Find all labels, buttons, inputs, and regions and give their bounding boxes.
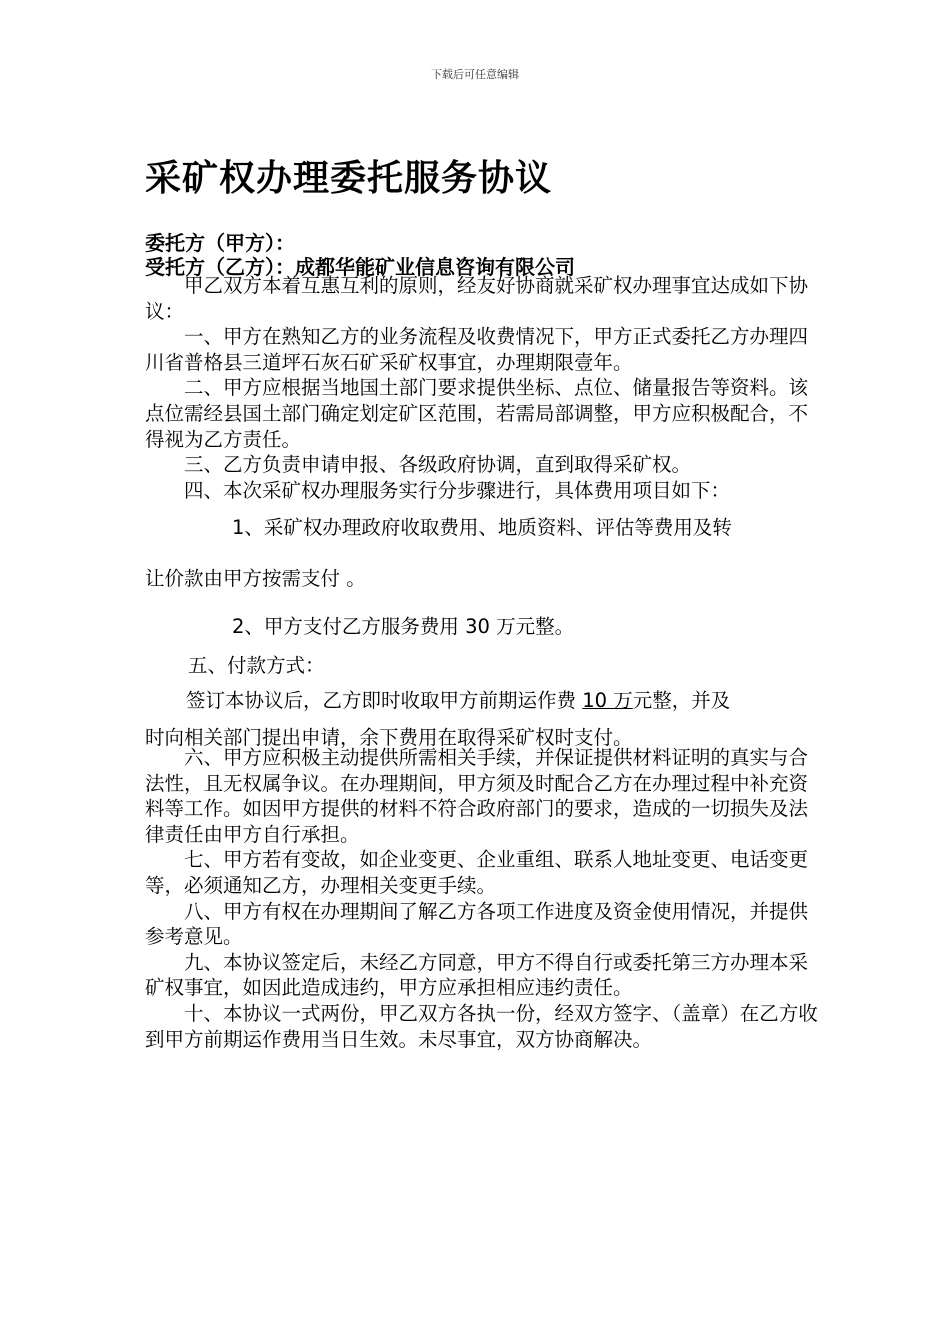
- party-b-line: 受托方（乙方）：成都华能矿业信息咨询有限公司: [145, 255, 575, 279]
- payment-line-1: [186, 685, 730, 713]
- fee-item-1-continued: 让价款由甲方按需支付 。: [145, 567, 366, 590]
- clauses-block-1: [145, 273, 825, 503]
- clause-10: 十、本协议一式两份，甲乙双方各执一份，经双方签字、（盖章）在乙方收到甲方前期运作费用当日生效。未尽事宜，双方协商解决。: [145, 1001, 818, 1051]
- payment-heading: 五、付款方式：: [188, 654, 325, 677]
- clause-2: 二、甲方应根据当地国土部门要求提供坐标、点位、储量报告等资料。该点位需经县国土部门确定划定矿区范围，若需局部调整，甲方应积极配合，不得视为乙方责任。: [145, 376, 809, 451]
- clause-4: 四、本次采矿权办理服务实行分步骤进行，具体费用项目如下：: [184, 478, 731, 502]
- header-note: 下载后可任意编辑: [431, 68, 519, 81]
- clause-6: 六、甲方应积极主动提供所需相关手续，并保证提供材料证明的真实与合法性，且无权属争议。在办理期间，甲方须及时配合乙方在办理过程中补充资料等工作。如因甲方提供的材料不符合政府部门的要求，造成的一切损失及法律责任由甲方自行承担。: [145, 746, 809, 846]
- clause-8: 八、甲方有权在办理期间了解乙方各项工作进度及资金使用情况，并提供参考意见。: [145, 899, 809, 949]
- document-title: 采矿权办理委托服务协议: [145, 158, 553, 199]
- party-a-line: 委托方（甲方）：: [145, 231, 295, 255]
- payment-amount: 10 万: [582, 689, 633, 712]
- clause-3: 三、乙方负责申请申报、各级政府协调，直到取得采矿权。: [184, 453, 692, 477]
- clauses-block-2: [145, 745, 825, 1052]
- fee-item-2: 2、甲方支付乙方服务费用 30 万元整。: [232, 615, 575, 638]
- payment-text-post: 元整，并及: [632, 689, 731, 712]
- clause-1: 一、甲方在熟知乙方的业务流程及收费情况下，甲方正式委托乙方办理四川省普格县三道坪石灰石矿采矿权事宜，办理期限壹年。: [145, 325, 809, 374]
- payment-text-pre: 签订本协议后，乙方即时收取甲方前期运作费: [186, 689, 583, 712]
- clause-9: 九、本协议签定后，未经乙方同意，甲方不得自行或委托第三方办理本采矿权事宜，如因此造成违约，甲方应承担相应违约责任。: [145, 950, 809, 1000]
- clause-7: 七、甲方若有变故，如企业变更、企业重组、联系人地址变更、电话变更等，必须通知乙方，办理相关变更手续。: [145, 848, 809, 897]
- intro-paragraph: 甲乙双方本着互惠互利的原则，经友好协商就采矿权办理事宜达成如下协议：: [145, 274, 809, 323]
- fee-item-1: 1、采矿权办理政府收取费用、地质资料、评估等费用及转: [232, 516, 732, 539]
- payment-line-2: 时向相关部门提出申请，余下费用在取得采矿权时支付。: [145, 726, 633, 749]
